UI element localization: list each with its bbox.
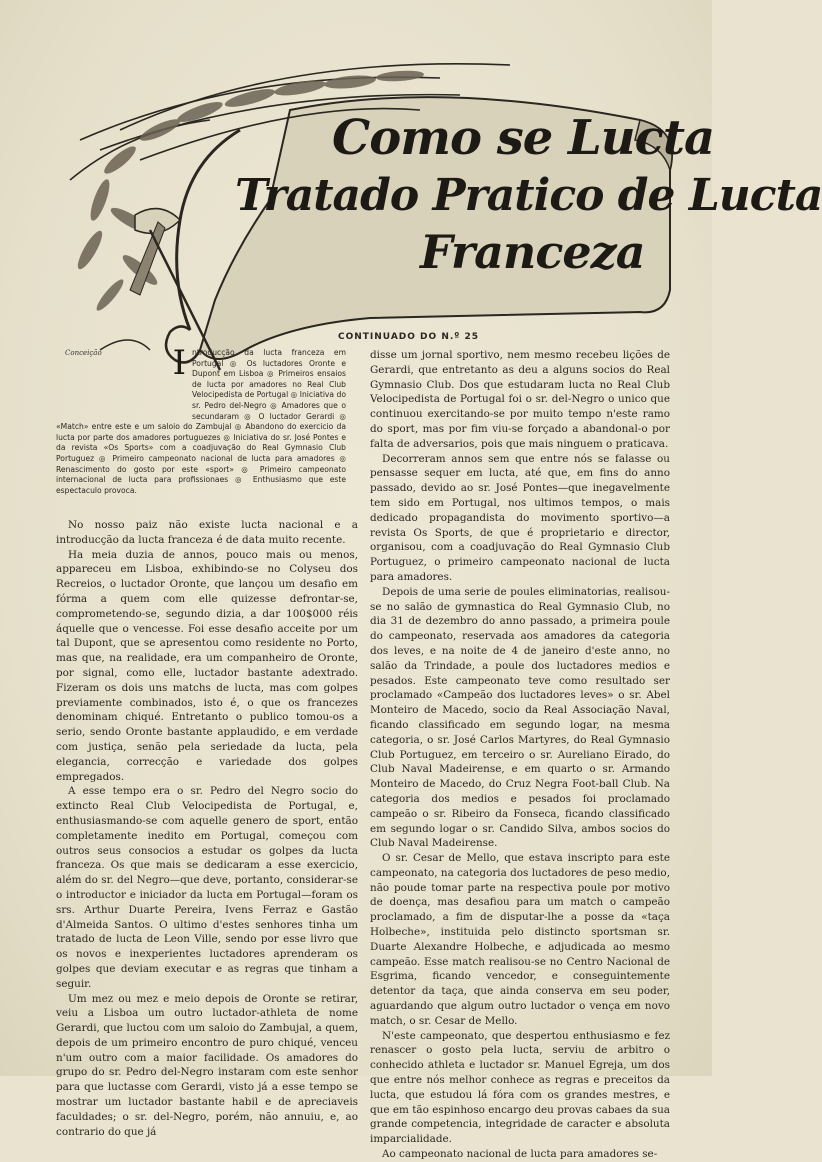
left-paragraph-2: Ha meia duzia de annos, pouco mais ou menos, appareceu em Lisboa, exhibindo-se no Colyseu dos Recreios, o luctador Oronte, que lançou um desafio em fórma a quem com elle quizesse defrontar-se, comprometendo-se, segundo dizia, a dar 100$000 réis áquelle que o vencesse. Foi esse desafio acceite por um tal Dupont, que se apresentou como residente no Porto, mas que, na realidade, era um companheiro de Oronte, por signal, como elle, luctador bastante adextrado. Fizeram os dois uns matchs de lucta, mas com golpes previamente combinados, isto é, o que os francezes denominam chiqué. Entretanto o publico tomou-os a serio, sendo Oronte bastante applaudido, e em verdade com justiça, senão pela seriedade da lucta, pela elegancia, correcção e variedade dos golpes empregados. <box>56 548 358 783</box>
masthead-illustration <box>40 50 822 380</box>
summary-text: ntroducção da lucta franceza em Portugal ◎ Os luctadores Oronte e Dupont em Lisboa ◎ Primeiros ensaios de lucta por amadores no Real Club Velocipedista de Portugal ◎ Iniciativa do sr. Pedro del-Negro ◎ Amadores que o secundaram ◎ O luctador Gerardi ◎ «Match» entre este e um saloio do Zambujal ◎ Abandono do exercicio da lucta por parte dos amadores portuguezes ◎ Iniciativa do sr. José Pontes e da revista «Os Sports» com a coadjuvação do Real Gymnasio Club Portuguez ◎ Primeiro campeonato nacional de lucta para amadores ◎ Renascimento do gosto por este «sport» ◎ Primeiro campeonato internacional de lucta para profissionaes ◎ Enthusiasmo que este espectaculo provoca. <box>56 348 346 495</box>
right-paragraph-5: N'este campeonato, que despertou enthusiasmo e fez renascer o gosto pela lucta, serviu de arbitro o conhecido athleta e luctador sr. Manuel Egreja, um dos que entre nós melhor conhece as regras e preceitos da lucta, que estudou lá fóra com os grandes mestres, e que em tão espinhoso encargo deu provas cabaes da sua grande competencia, integridade de caracter e absoluta imparcialidade. <box>370 1029 670 1146</box>
artist-signature: Conceição <box>65 349 102 357</box>
drop-cap: I <box>172 343 186 383</box>
left-paragraph-4: Um mez ou mez e meio depois de Oronte se retirar, veiu a Lisboa um outro luctador-athleta de nome Gerardi, que luctou com um saloio do Zambujal, a quem, depois de um primeiro encontro de puro chiqué, venceu n'um outro com a maior facilidade. Os amadores do grupo do sr. Pedro del-Negro instaram com este senhor para que luctasse com Gerardi, visto já a esse tempo se mostrar um luctador bastante habil e de apreciaveis faculdades; o sr. del-Negro, porém, não annuiu, e, ao contrario do que já <box>56 992 358 1138</box>
right-paragraph-1: disse um jornal sportivo, nem mesmo recebeu lições de Gerardi, que entretanto as deu a alguns socios do Real Gymnasio Club. Dos que estudaram lucta no Real Club Velocipedista de Portugal foi o sr. del-Negro o unico que continuou exercitando-se por muito tempo n'este ramo do sport, mas por fim viu-se forçado a abandonal-o por falta de adversarios, pois que mais ninguem o praticava. <box>370 349 670 450</box>
left-paragraph-1: No nosso paiz não existe lucta nacional e a introducção da lucta franceza é de data muito recente. <box>56 519 358 546</box>
right-column <box>370 348 670 1162</box>
chapter-summary <box>56 343 346 508</box>
right-paragraph-2: Decorreram annos sem que entre nós se falasse ou pensasse sequer em lucta, até que, em fins do anno passado, devido ao sr. José Pontes—que inegavelmente tem sido em Portugal, nos ultimos tempos, o mais dedicado propagandista do movimento sportivo—a revista Os Sports, de que é proprietario e director, organisou, com a coadjuvação do Real Gymnasio Club Portuguez, o primeiro campeonato nacional de lucta para amadores. <box>370 452 670 583</box>
title-line-2: Tratado Pratico de Lucta <box>235 170 822 221</box>
left-column <box>56 518 358 1139</box>
left-paragraph-3: A esse tempo era o sr. Pedro del Negro socio do extincto Real Club Velocipedista de Portugal, e, enthusiasmando-se com aquelle genero de sport, então completamente inedito em Portugal, começou com outros seus consocios a estudar os golpes da lucta franceza. Os que mais se dedicaram a esse exercicio, além do sr. del Negro—que deve, portanto, considerar-se o introductor e iniciador da lucta em Portugal—foram os srs. Arthur Duarte Pereira, Ivens Ferraz e Gastão d'Almeida Santos. O ultimo d'estes senhores tinha um tratado de lucta de Leon Ville, sendo por esse livro que os novos e inexperientes luctadores aprenderam os golpes que deviam executar e as regras que tinham a seguir. <box>56 785 358 990</box>
continued-note: CONTINUADO DO N.º 25 <box>338 332 479 342</box>
right-paragraph-6: Ao campeonato nacional de lucta para amadores se- <box>382 1148 658 1161</box>
right-paragraph-4: O sr. Cesar de Mello, que estava inscripto para este campeonato, na categoria dos luctadores de peso medio, não poude tomar parte na respectiva poule por motivo de doença, mas desafiou para um match o campeão proclamado, a fim de disputar-lhe a posse da «taça Holbeche», instituida pelo distincto sportsman sr. Duarte Alexandre Holbeche, e adjudicada ao mesmo campeão. Esse match realisou-se no Centro Nacional de Esgrima, ficando vencedor, e conseguintemente detentor da taça, que ainda conserva em seu poder, aguardando que algum outro luctador o vença em novo match, o sr. Cesar de Mello. <box>370 852 670 1027</box>
right-paragraph-3: Depois de uma serie de poules eliminatorias, realisou-se no salão de gymnastica do Real Gymnasio Club, no dia 31 de dezembro do anno passado, a primeira poule do campeonato, reservada aos amadores da categoria dos leves, e na noite de 4 de janeiro d'este anno, no salão da Trindade, a poule dos luctadores medios e pesados. Este campeonato teve como resultado ser proclamado «Campeão dos luctadores leves» o sr. Abel Monteiro de Macedo, socio da Real Associação Naval, ficando classificado em segundo logar, na mesma categoria, o sr. José Carlos Martyres, do Real Gymnasio Club Portuguez, em terceiro o sr. Aureliano Eirado, do Club Naval Madeirense, e em quarto o sr. Armando Monteiro de Macedo, do Cruz Negra Foot-ball Club. Na categoria dos medios e pesados foi proclamado campeão o sr. Ribeiro da Fonseca, ficando classificado em segundo logar o sr. Candido Silva, ambos socios do Club Naval Madeirense. <box>370 585 670 850</box>
title-line-3: Franceza <box>420 225 645 279</box>
title-line-1: Como se Lucta <box>332 110 715 166</box>
